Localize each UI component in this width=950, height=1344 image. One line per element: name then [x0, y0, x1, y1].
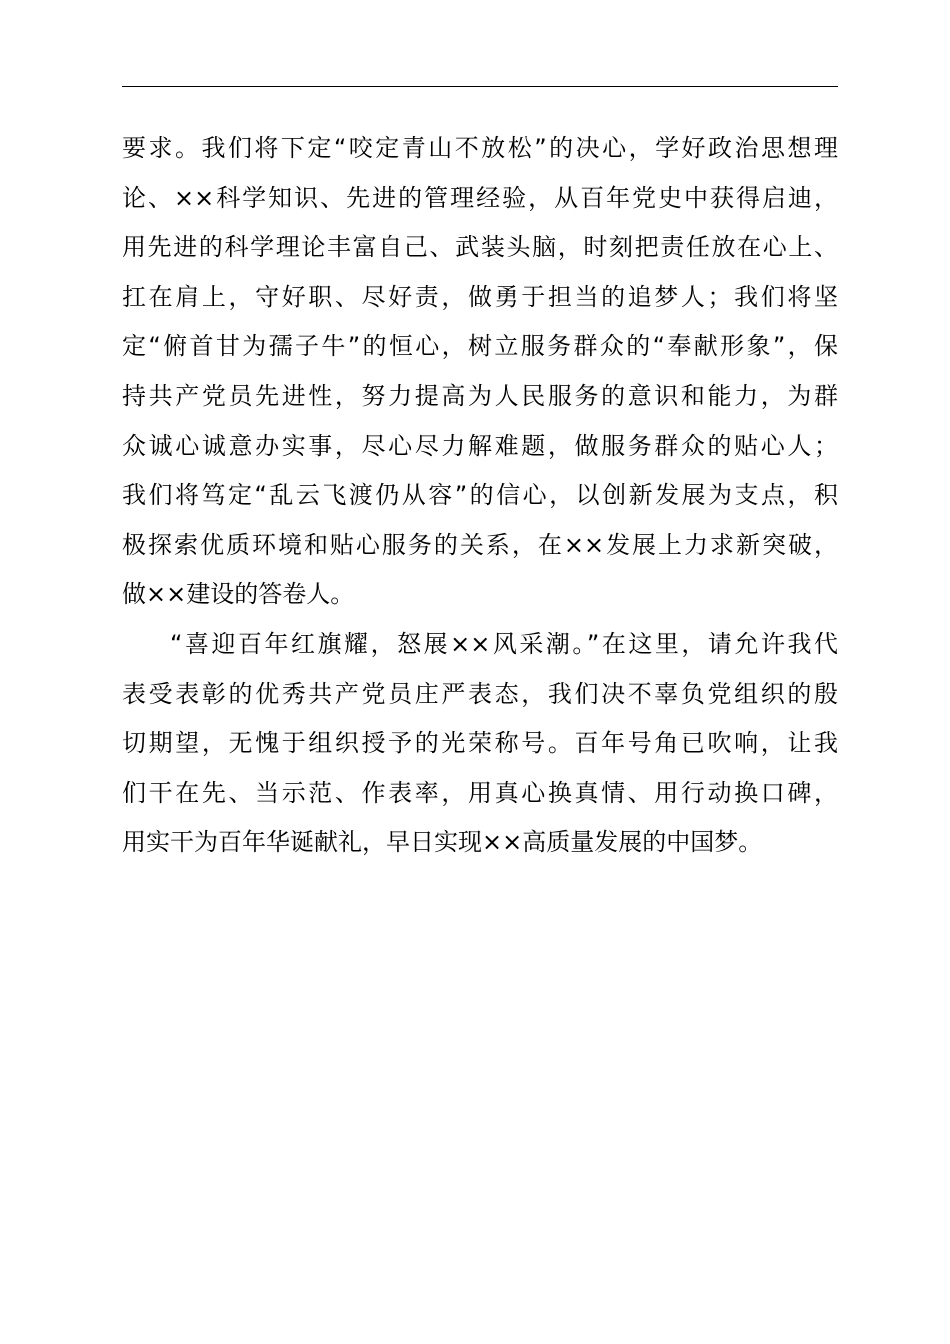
- text-line: 做××建设的答卷人。: [122, 580, 355, 609]
- body-text: [122, 124, 838, 868]
- text-line: “喜迎百年红旗耀，怒展××风采潮。”在这里，请允许我代: [170, 629, 838, 658]
- text-line: 用先进的科学理论丰富自己、武装头脑，时刻把责任放在心上、: [122, 233, 838, 262]
- text-line: 扛在肩上，守好职、尽好责，做勇于担当的追梦人；我们将坚: [122, 282, 838, 311]
- text-line: 定“俯首甘为孺子牛”的恒心，树立服务群众的“奉献形象”，保: [122, 332, 838, 361]
- text-line: 我们将笃定“乱云飞渡仍从容”的信心，以创新发展为支点，积: [122, 481, 838, 510]
- text-line: 切期望，无愧于组织授予的光荣称号。百年号角已吹响，让我: [122, 729, 838, 758]
- text-line: 论、××科学知识、先进的管理经验，从百年党史中获得启迪，: [122, 183, 838, 212]
- text-line: 极探索优质环境和贴心服务的关系，在××发展上力求新突破，: [122, 530, 838, 559]
- text-line: 们干在先、当示范、作表率，用真心换真情、用行动换口碑，: [122, 778, 838, 807]
- header-rule: [122, 86, 838, 87]
- paragraph-2: [122, 620, 838, 868]
- text-line: 要求。我们将下定“咬定青山不放松”的决心，学好政治思想理: [122, 134, 838, 162]
- text-line: 用实干为百年华诞献礼，早日实现××高质量发展的中国梦。: [122, 828, 763, 857]
- paragraph-1: [122, 124, 838, 620]
- text-line: 表受表彰的优秀共产党员庄严表态，我们决不辜负党组织的殷: [122, 679, 838, 708]
- text-line: 众诚心诚意办实事，尽心尽力解难题，做服务群众的贴心人；: [122, 431, 838, 460]
- text-line: 持共产党员先进性，努力提高为人民服务的意识和能力，为群: [122, 381, 838, 410]
